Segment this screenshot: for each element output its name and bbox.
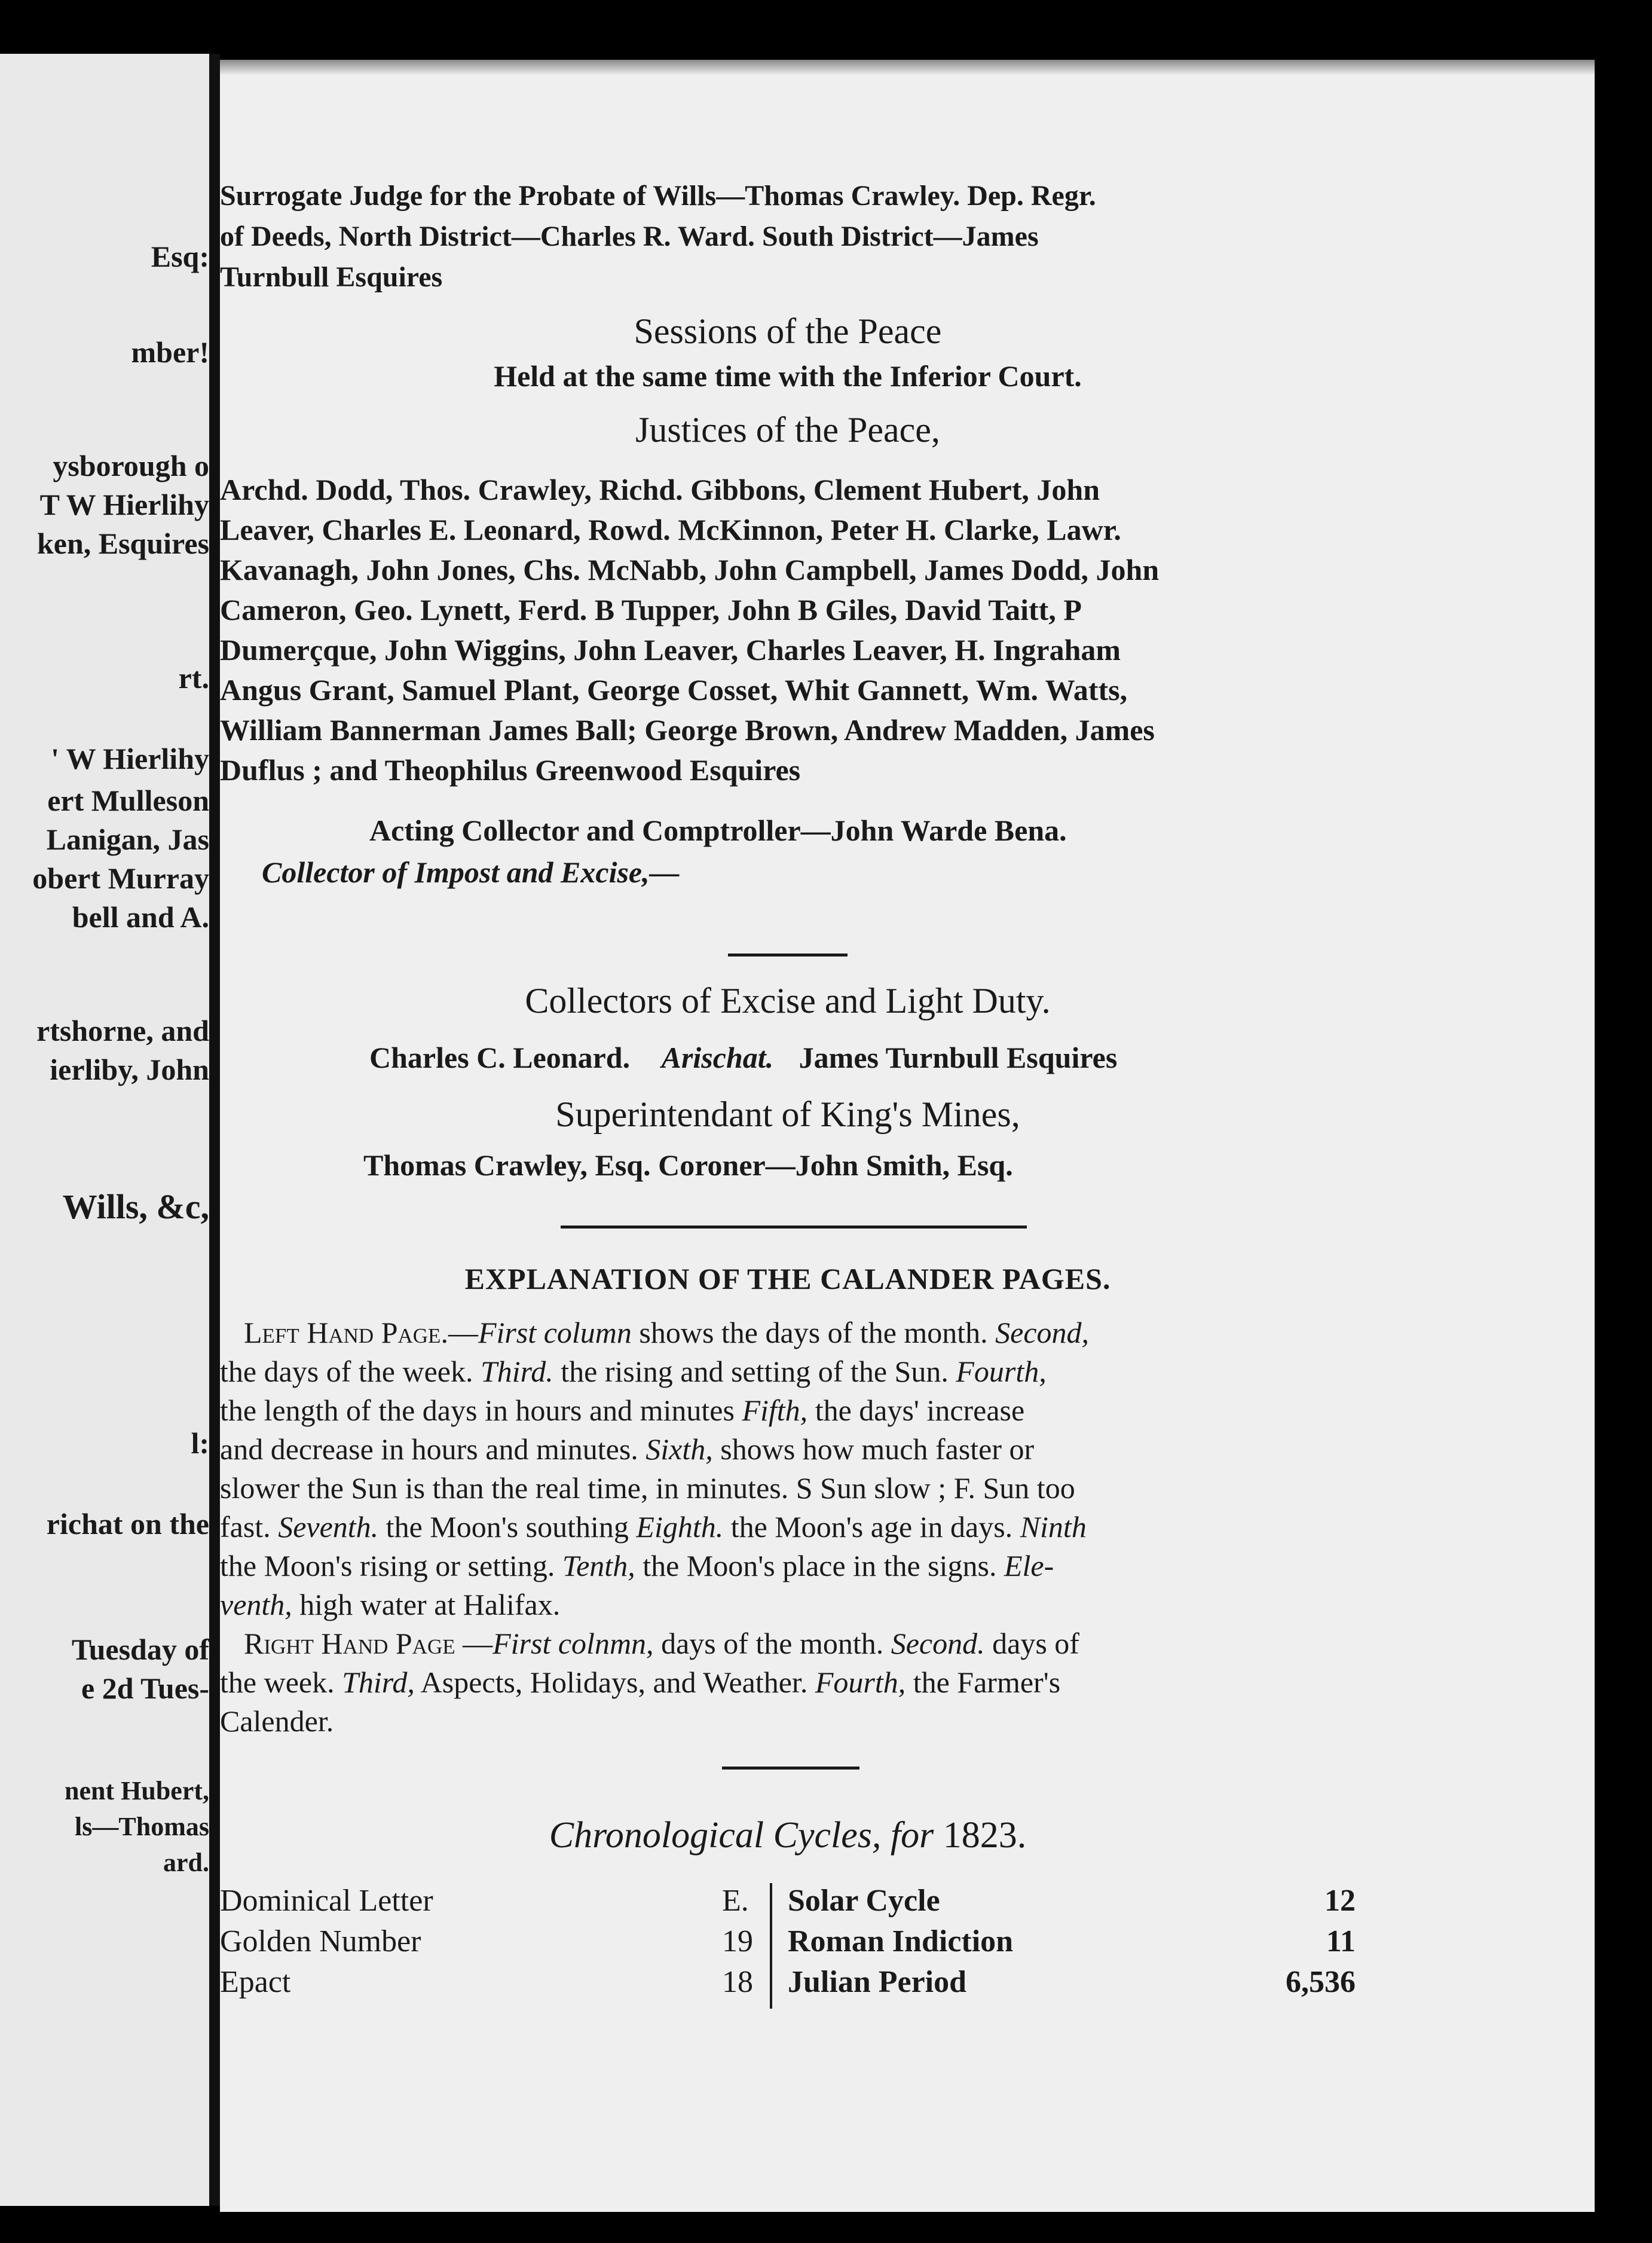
divider-rule	[722, 1767, 859, 1770]
divider-rule	[728, 954, 848, 957]
explanation-line	[244, 1315, 1089, 1350]
left-fragment: ken, Esquires	[36, 527, 209, 560]
explanation-italic: Ele-	[1004, 1549, 1054, 1582]
cycles-divider	[770, 1883, 772, 2009]
main-page	[220, 60, 1595, 2212]
explanation-italic: Fifth,	[742, 1394, 808, 1427]
explanation-line	[244, 1626, 1079, 1661]
sessions-subheading: Held at the same time with the Inferior Court.	[494, 359, 1082, 393]
excise-line	[369, 1040, 1117, 1075]
explanation-italic: Third,	[342, 1666, 415, 1699]
left-fragment: mber!	[131, 335, 209, 369]
left-fragment: obert Murray	[32, 861, 209, 895]
left-fragment: ierliby, John	[50, 1053, 209, 1086]
explanation-italic: First column	[478, 1316, 632, 1349]
cycle-label: Epact	[220, 1965, 291, 1999]
mines-heading: Superintendant of King's Mines,	[555, 1095, 1020, 1134]
explanation-text: the Moon's place in the signs.	[635, 1549, 1004, 1582]
cycle-value: 19	[722, 1924, 753, 1958]
explanation-italic: Fourth,	[815, 1666, 906, 1699]
explanation-italic: venth,	[220, 1588, 292, 1621]
left-fragment: l:	[191, 1426, 209, 1460]
justices-line: Kavanagh, John Jones, Chs. McNabb, John Campbell, James Dodd, John	[220, 553, 1160, 586]
cycles-heading-text: Chronological Cycles, for	[549, 1815, 943, 1856]
left-fragment: Esq:	[151, 240, 209, 273]
cycles-table	[220, 1883, 1356, 2015]
explanation-text: the week.	[220, 1666, 342, 1699]
left-fragment: bell and A.	[72, 900, 209, 934]
explanation-italic: Sixth,	[645, 1432, 713, 1466]
surrogate-line-1: Surrogate Judge for the Probate of Wills—Thomas Crawley. Dep. Regr.	[220, 180, 1096, 212]
explanation-line	[220, 1665, 1060, 1700]
explanation-text: the length of the days in hours and minutes	[220, 1394, 742, 1427]
justices-line: Cameron, Geo. Lynett, Ferd. B Tupper, John B Giles, David Taitt, P	[220, 593, 1082, 627]
mines-line: Thomas Crawley, Esq. Coroner—John Smith, Esq.	[363, 1148, 1013, 1182]
excise-name-b: James Turnbull Esquires	[799, 1041, 1118, 1074]
explanation-line	[220, 1354, 1047, 1389]
justices-line: Dumerçque, John Wiggins, John Leaver, Charles Leaver, H. Ingraham	[220, 633, 1121, 667]
excise-heading: Collectors of Excise and Light Duty.	[525, 981, 1051, 1020]
cycle-value: 12	[1324, 1884, 1356, 1918]
cycle-label: Dominical Letter	[220, 1884, 433, 1918]
cycle-label: Roman Indiction	[788, 1924, 1014, 1958]
left-fragment: rt.	[178, 661, 209, 695]
excise-name-a: Charles C. Leonard.	[369, 1041, 631, 1074]
explanation-text: the days of the week.	[220, 1355, 481, 1388]
explanation-italic: Third.	[480, 1355, 553, 1388]
left-fragment: ' W Hierlihy	[51, 742, 209, 775]
explanation-italic: Tenth,	[562, 1549, 635, 1582]
collector-impost-line: Collector of Impost and Excise,—	[262, 855, 680, 889]
left-page-fragment	[0, 54, 209, 2206]
explanation-label: Left Hand Page.—	[244, 1316, 478, 1349]
left-fragment: ert Mulleson	[47, 784, 209, 817]
left-fragment: ls—Thomas	[75, 1812, 209, 1841]
page-content	[220, 60, 1356, 2092]
cycle-value: 18	[722, 1965, 753, 1999]
surrogate-line-2: of Deeds, North District—Charles R. Ward. South District—James	[220, 221, 1039, 252]
left-fragment: Lanigan, Jas	[46, 823, 209, 856]
page-gutter	[209, 54, 220, 2206]
explanation-line	[220, 1509, 1087, 1544]
explanation-italic: Fourth,	[956, 1355, 1047, 1388]
left-fragment: T W Hierlihy	[39, 488, 209, 521]
justices-line: Archd. Dodd, Thos. Crawley, Richd. Gibbons, Clement Hubert, John	[220, 473, 1100, 506]
explanation-italic: First colnmn,	[492, 1627, 654, 1660]
explanation-text: the Moon's southing	[378, 1510, 637, 1544]
left-fragment: richat on the	[46, 1507, 209, 1541]
cycles-heading	[220, 1814, 1356, 1857]
left-fragment: rtshorne, and	[36, 1014, 209, 1047]
left-fragment: ard.	[163, 1848, 209, 1877]
left-fragment: e 2d Tues-	[81, 1671, 209, 1705]
explanation-text: the Moon's age in days.	[723, 1510, 1020, 1544]
explanation-line	[220, 1393, 1024, 1428]
justices-line: William Bannerman James Ball; George Brown, Andrew Madden, James	[220, 713, 1155, 747]
acting-collector-line: Acting Collector and Comptroller—John Warde Bena.	[369, 814, 1067, 847]
explanation-label: Right Hand Page —	[244, 1627, 493, 1660]
left-fragment: Wills, &c,	[62, 1187, 209, 1226]
explanation-text: the days' increase	[807, 1394, 1025, 1427]
left-fragment: nent Hubert,	[65, 1776, 209, 1805]
cycle-label: Julian Period	[788, 1965, 967, 1999]
explanation-line	[220, 1548, 1054, 1583]
explanation-text: the Moon's rising or setting.	[220, 1549, 562, 1582]
surrogate-line-3: Turnbull Esquires	[220, 261, 443, 293]
explanation-line	[220, 1471, 1075, 1505]
cycle-value: 11	[1326, 1924, 1356, 1958]
left-fragment: ysborough o	[53, 449, 209, 482]
explanation-italic: Eighth.	[636, 1510, 724, 1544]
left-fragment: Tuesday of	[71, 1633, 209, 1666]
justices-line: Angus Grant, Samuel Plant, George Cosset, Whit Gannett, Wm. Watts,	[220, 673, 1128, 707]
explanation-text: shows the days of the month.	[631, 1316, 996, 1349]
explanation-text: days of	[984, 1627, 1079, 1660]
explanation-text: Aspects, Holidays, and Weather.	[414, 1666, 815, 1699]
justices-line: Leaver, Charles E. Leonard, Rowd. McKinnon, Peter H. Clarke, Lawr.	[220, 513, 1121, 546]
explanation-line	[220, 1432, 1034, 1466]
explanation-line	[220, 1704, 334, 1738]
explanation-italic: Second.	[891, 1627, 985, 1660]
excise-place: Arischat.	[661, 1041, 774, 1074]
explanation-text: the Farmer's	[905, 1666, 1061, 1699]
explanation-text: fast.	[220, 1510, 279, 1544]
explanation-text: high water at Halifax.	[292, 1588, 561, 1621]
explanation-italic: Seventh.	[278, 1510, 379, 1544]
explanation-text: slower the Sun is than the real time, in minutes. S Sun slow ; F. Sun too	[220, 1471, 1075, 1505]
explanation-text: Calender.	[220, 1704, 334, 1738]
divider-rule	[561, 1226, 1027, 1229]
explanation-text: and decrease in hours and minutes.	[220, 1432, 646, 1466]
explanation-heading: EXPLANATION OF THE CALANDER PAGES.	[464, 1262, 1111, 1295]
justices-heading: Justices of the Peace,	[635, 410, 940, 450]
sessions-heading: Sessions of the Peace	[634, 311, 942, 351]
explanation-italic: Ninth	[1020, 1510, 1087, 1544]
cycle-value: E.	[722, 1884, 749, 1918]
cycle-label: Solar Cycle	[788, 1884, 940, 1918]
cycle-value: 6,536	[1286, 1965, 1356, 1999]
explanation-italic: Second,	[995, 1316, 1090, 1349]
explanation-text: the rising and setting of the Sun.	[553, 1355, 956, 1388]
justices-line: Duflus ; and Theophilus Greenwood Esquires	[220, 753, 801, 787]
explanation-text: shows how much faster or	[712, 1432, 1035, 1466]
explanation-text: days of the month.	[653, 1627, 891, 1660]
cycle-label: Golden Number	[220, 1924, 421, 1958]
explanation-line	[220, 1587, 560, 1622]
cycles-year: 1823.	[943, 1815, 1027, 1856]
